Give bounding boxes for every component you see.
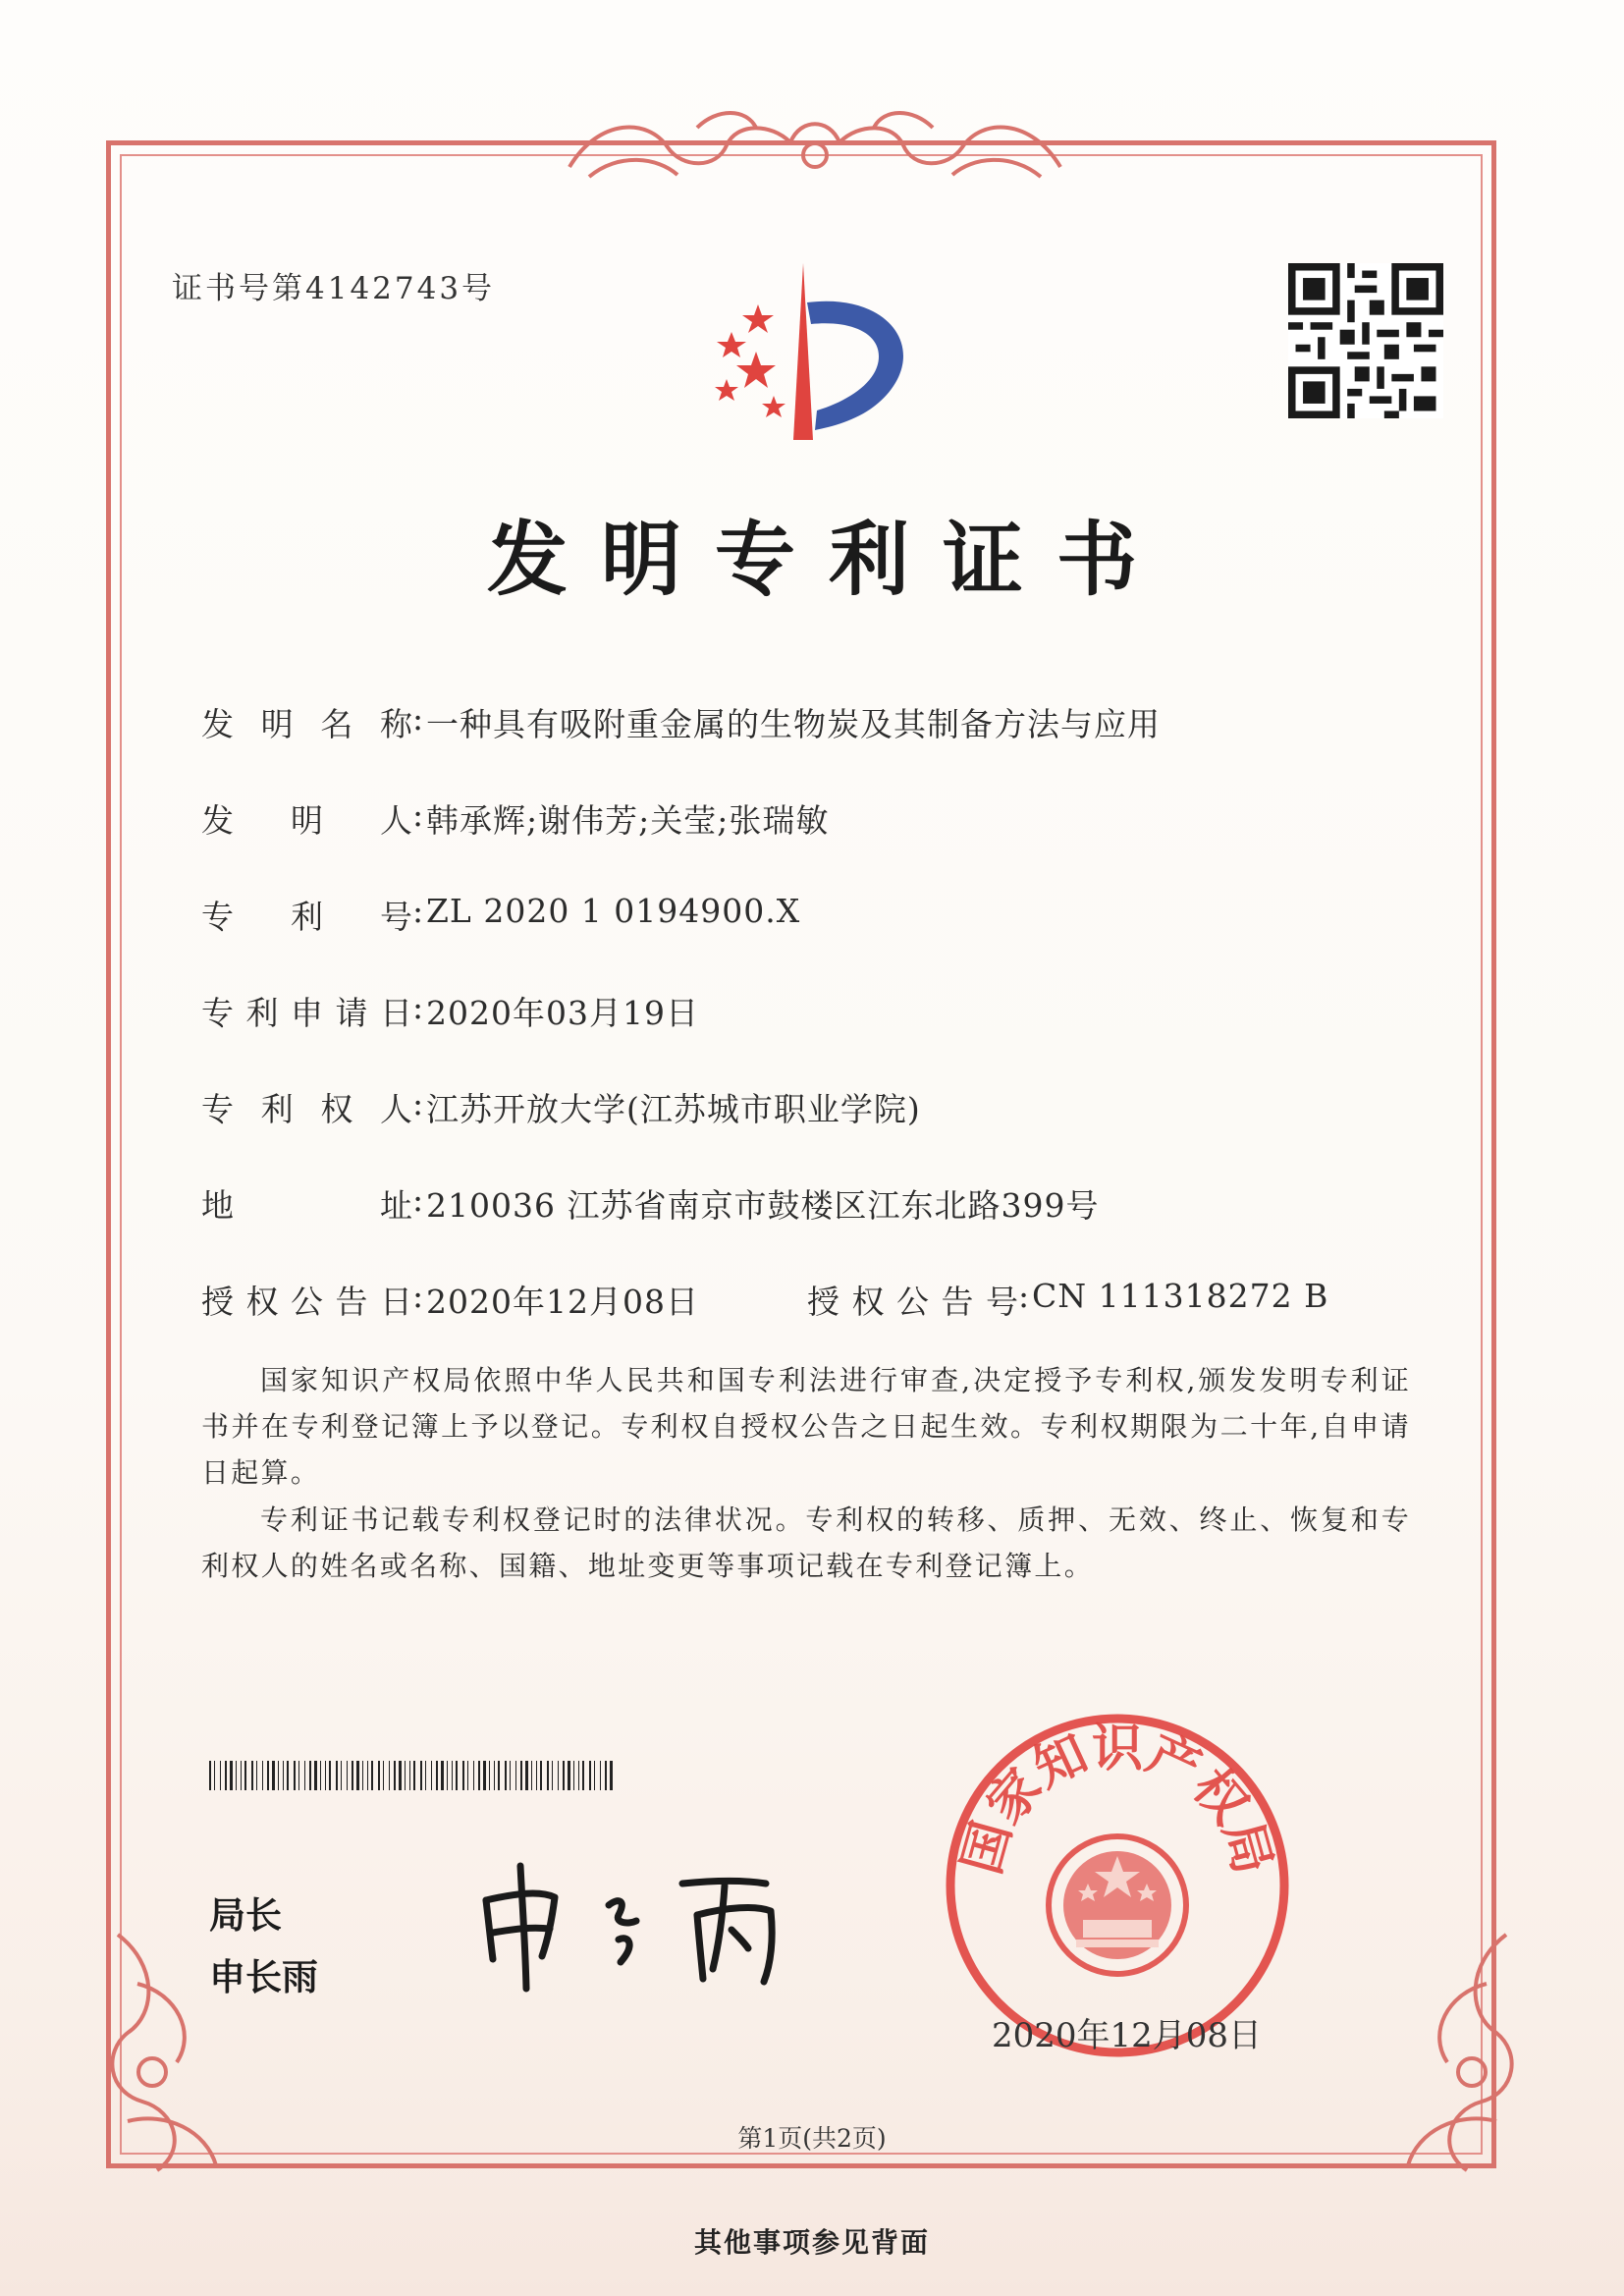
field-value: 一种具有吸附重金属的生物炭及其制备方法与应用 <box>426 705 1161 743</box>
field-value: 2020年12月08日 <box>426 1283 699 1321</box>
certificate-title: 发明专利证书 <box>486 514 1170 607</box>
grant-statement: 国家知识产权局依照中华人民共和国专利法进行审查,决定授予专利权,颁发发明专利证书并在专利登记簿上予以登记。专利权自授权公告之日起生效。专利权期限为二十年,自申请日起算。 <box>201 1364 1411 1489</box>
field-patentee: 专利权人 : 江苏开放大学(江苏城市职业学院) <box>201 1084 921 1128</box>
national-emblem <box>1049 1836 1186 1974</box>
director-signature <box>471 1846 825 1994</box>
field-label: 授权公告日 <box>201 1283 412 1321</box>
field-label: 发明人 <box>201 801 412 840</box>
field-value: 江苏开放大学(江苏城市职业学院) <box>426 1090 921 1128</box>
field-application-date: 专利申请日 : 2020年03月19日 <box>201 988 699 1032</box>
seal-date: 2020年12月08日 <box>992 2016 1263 2055</box>
field-value: 韩承辉;谢伟芳;关莹;张瑞敏 <box>426 801 830 840</box>
field-value: CN 111318272 B <box>1032 1277 1329 1315</box>
top-ornament <box>560 98 1070 191</box>
director-title: 局长 <box>209 1894 282 1937</box>
field-value: 210036 江苏省南京市鼓楼区江东北路399号 <box>426 1186 1100 1225</box>
page-indicator: 第1页(共2页) <box>737 2124 887 2153</box>
qr-code <box>1288 263 1443 418</box>
field-label: 专利权人 <box>201 1090 412 1128</box>
field-grant-number: 授权公告号 : CN 111318272 B <box>807 1277 1329 1321</box>
field-label: 发明名称 <box>201 705 412 743</box>
field-grant-date: 授权公告日 : 2020年12月08日 <box>201 1277 699 1321</box>
field-address: 地址 : 210036 江苏省南京市鼓楼区江东北路399号 <box>201 1180 1100 1225</box>
field-label: 专利号 <box>201 898 412 936</box>
seal-text: 国家知识产权局 <box>952 1720 1282 1881</box>
field-label: 地址 <box>201 1186 412 1225</box>
legal-status-statement: 专利证书记载专利权登记时的法律状况。专利权的转移、质押、无效、终止、恢复和专利权人的姓名或名称、国籍、地址变更等事项记载在专利登记簿上。 <box>201 1503 1411 1582</box>
field-invention-name: 发明名称 : 一种具有吸附重金属的生物炭及其制备方法与应用 <box>201 699 1161 743</box>
footer-note: 其他事项参见背面 <box>693 2226 930 2259</box>
patent-office-logo <box>677 253 933 450</box>
field-label: 专利申请日 <box>201 994 412 1032</box>
barcode <box>209 1761 616 1790</box>
field-inventors: 发明人 : 韩承辉;谢伟芳;关莹;张瑞敏 <box>201 795 830 840</box>
field-label: 授权公告号 <box>807 1283 1018 1321</box>
field-value: ZL 2020 1 0194900.X <box>426 892 801 930</box>
field-patent-number: 专利号 : ZL 2020 1 0194900.X <box>201 892 801 936</box>
field-value: 2020年03月19日 <box>426 994 699 1032</box>
certificate-number: 证书号第4142743号 <box>172 271 496 306</box>
director-name: 申长雨 <box>209 1956 318 1998</box>
